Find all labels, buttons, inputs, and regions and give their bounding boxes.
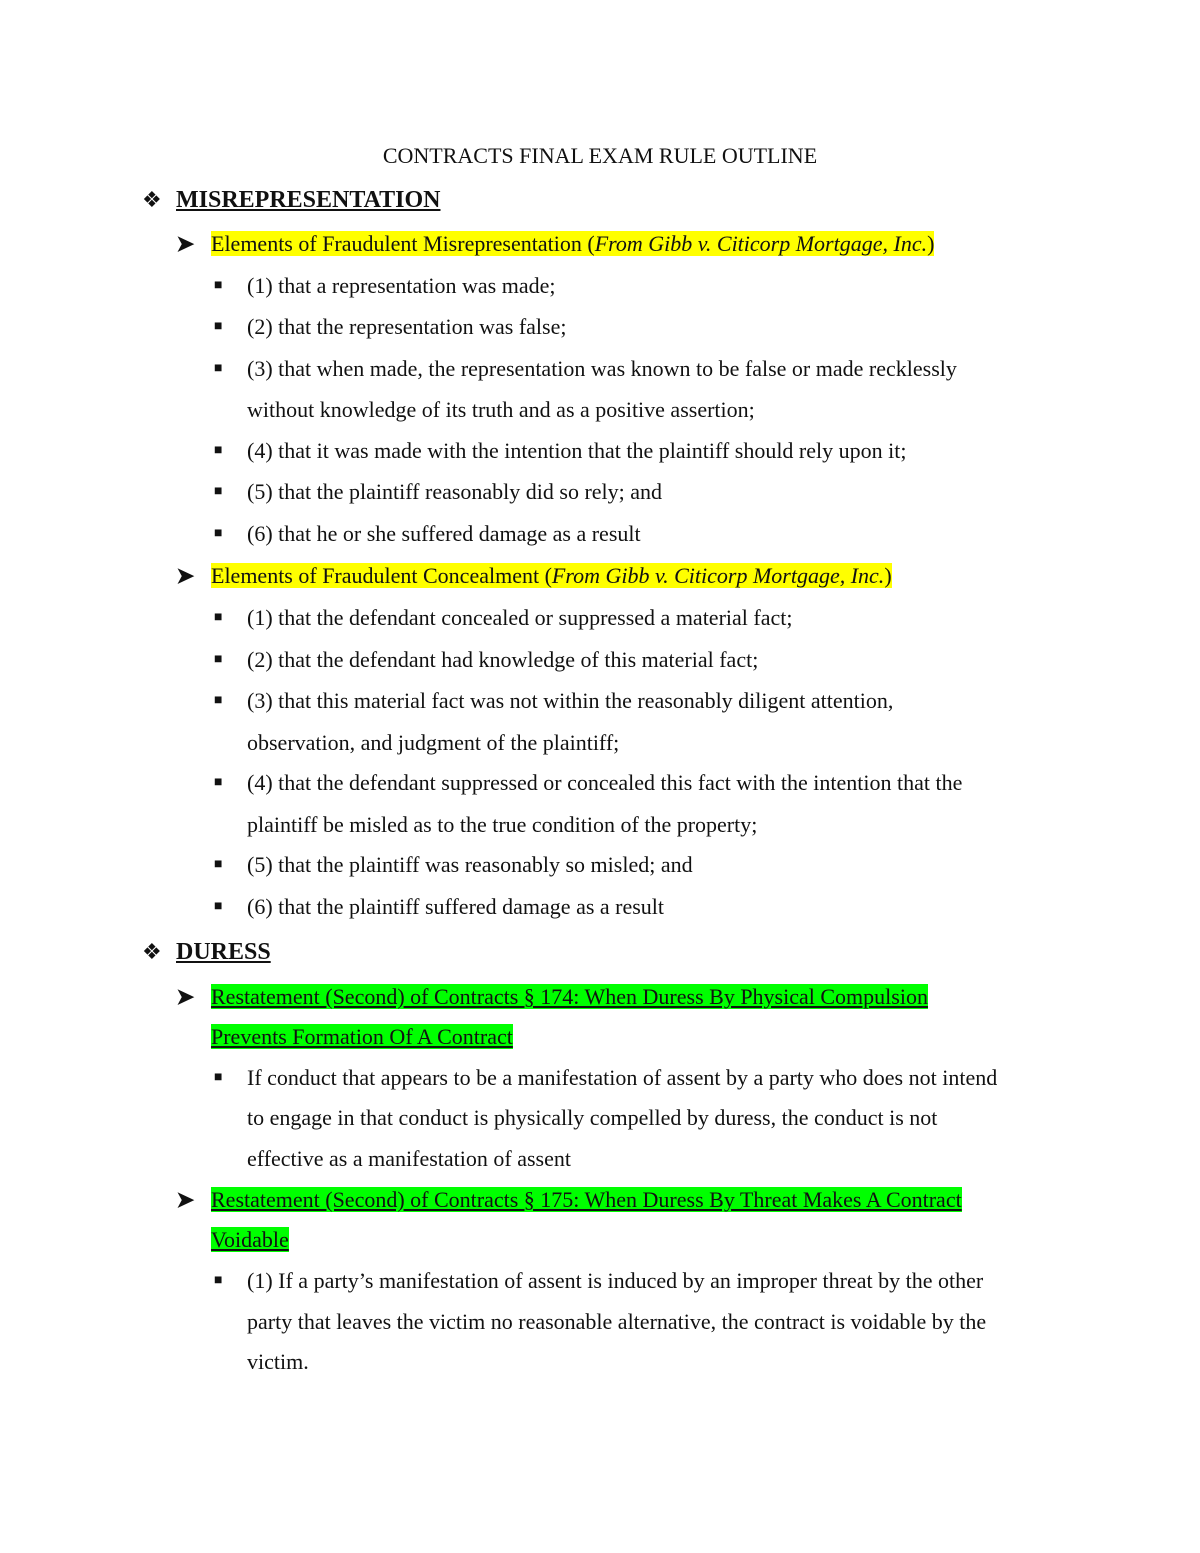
list-item-continuation: to engage in that conduct is physically compelled by duress, the conduct is not — [247, 1105, 938, 1130]
list-item: If conduct that appears to be a manifestation of assent by a party who does not intend — [247, 1065, 998, 1090]
square-bullet-icon: ■ — [214, 775, 223, 790]
square-bullet-icon: ■ — [214, 610, 223, 625]
list-item: (6) that he or she suffered damage as a result — [247, 521, 641, 546]
square-bullet-icon: ■ — [214, 526, 223, 541]
list-item: (4) that the defendant suppressed or concealed this fact with the intention that the — [247, 770, 963, 795]
square-bullet-icon: ■ — [214, 899, 223, 914]
list-item: (3) that when made, the representation was known to be false or made recklessly — [247, 356, 957, 381]
list-item-continuation: observation, and judgment of the plaintiff; — [247, 730, 620, 755]
subsection-restatement-174 — [211, 983, 928, 1011]
label-prefix: Elements of Fraudulent Concealment ( — [211, 563, 552, 588]
subsection-restatement-174-continuation — [211, 1023, 513, 1051]
square-bullet-icon: ■ — [214, 652, 223, 667]
list-item-continuation: party that leaves the victim no reasonable alternative, the contract is voidable by the — [247, 1309, 987, 1334]
list-item-continuation: without knowledge of its truth and as a positive assertion; — [247, 397, 755, 422]
list-item: (2) that the representation was false; — [247, 314, 567, 339]
subsection-fraudulent-concealment — [211, 562, 892, 590]
square-bullet-icon: ■ — [214, 857, 223, 872]
diamond-bullet-icon: ❖ — [142, 939, 162, 964]
list-item: (1) If a party’s manifestation of assent is induced by an improper threat by the other — [247, 1268, 984, 1293]
subsection-label-line2: Prevents Formation Of A Contract — [211, 1024, 513, 1049]
list-item: (3) that this material fact was not within the reasonably diligent attention, — [247, 688, 894, 713]
arrowhead-bullet-icon: ➤ — [176, 1187, 195, 1212]
page-title: CONTRACTS FINAL EXAM RULE OUTLINE — [382, 143, 818, 168]
section-heading-misrepresentation: MISREPRESENTATION — [176, 187, 441, 213]
square-bullet-icon: ■ — [214, 1070, 223, 1085]
list-item-continuation: plaintiff be misled as to the true condition of the property; — [247, 812, 758, 837]
square-bullet-icon: ■ — [214, 693, 223, 708]
list-item: (5) that the plaintiff was reasonably so misled; and — [247, 852, 693, 877]
case-citation: From Gibb v. Citicorp Mortgage, Inc. — [594, 231, 928, 256]
list-item: (4) that it was made with the intention that the plaintiff should rely upon it; — [247, 438, 907, 463]
label-suffix: ) — [884, 563, 892, 588]
subsection-label-text — [211, 563, 892, 588]
label-prefix: Elements of Fraudulent Misrepresentation ( — [211, 231, 595, 256]
subsection-label-line1: Restatement (Second) of Contracts § 174: When Duress By Physical Compulsion — [211, 984, 928, 1009]
list-item: (5) that the plaintiff reasonably did so rely; and — [247, 479, 663, 504]
subsection-restatement-175 — [211, 1186, 962, 1214]
arrowhead-bullet-icon: ➤ — [176, 231, 195, 256]
diamond-bullet-icon: ❖ — [142, 187, 162, 212]
label-suffix: ) — [927, 231, 935, 256]
subsection-label-line2: Voidable — [211, 1227, 289, 1252]
subsection-label-text — [211, 231, 934, 256]
subsection-label-line1: Restatement (Second) of Contracts § 175: When Duress By Threat Makes A Contract — [211, 1187, 962, 1212]
list-item: (6) that the plaintiff suffered damage as a result — [247, 894, 665, 919]
section-heading-duress: DURESS — [176, 939, 271, 965]
list-item: (1) that a representation was made; — [247, 273, 556, 298]
list-item: (2) that the defendant had knowledge of this material fact; — [247, 647, 759, 672]
square-bullet-icon: ■ — [214, 1273, 223, 1288]
subsection-fraudulent-misrepresentation — [211, 230, 934, 258]
square-bullet-icon: ■ — [214, 319, 223, 334]
square-bullet-icon: ■ — [214, 443, 223, 458]
square-bullet-icon: ■ — [214, 278, 223, 293]
case-citation: From Gibb v. Citicorp Mortgage, Inc. — [551, 563, 885, 588]
subsection-restatement-175-continuation — [211, 1226, 289, 1254]
square-bullet-icon: ■ — [214, 361, 223, 376]
list-item: (1) that the defendant concealed or suppressed a material fact; — [247, 605, 793, 630]
list-item-continuation: effective as a manifestation of assent — [247, 1146, 571, 1171]
square-bullet-icon: ■ — [214, 484, 223, 499]
arrowhead-bullet-icon: ➤ — [176, 984, 195, 1009]
arrowhead-bullet-icon: ➤ — [176, 563, 195, 588]
list-item-continuation: victim. — [247, 1349, 309, 1374]
